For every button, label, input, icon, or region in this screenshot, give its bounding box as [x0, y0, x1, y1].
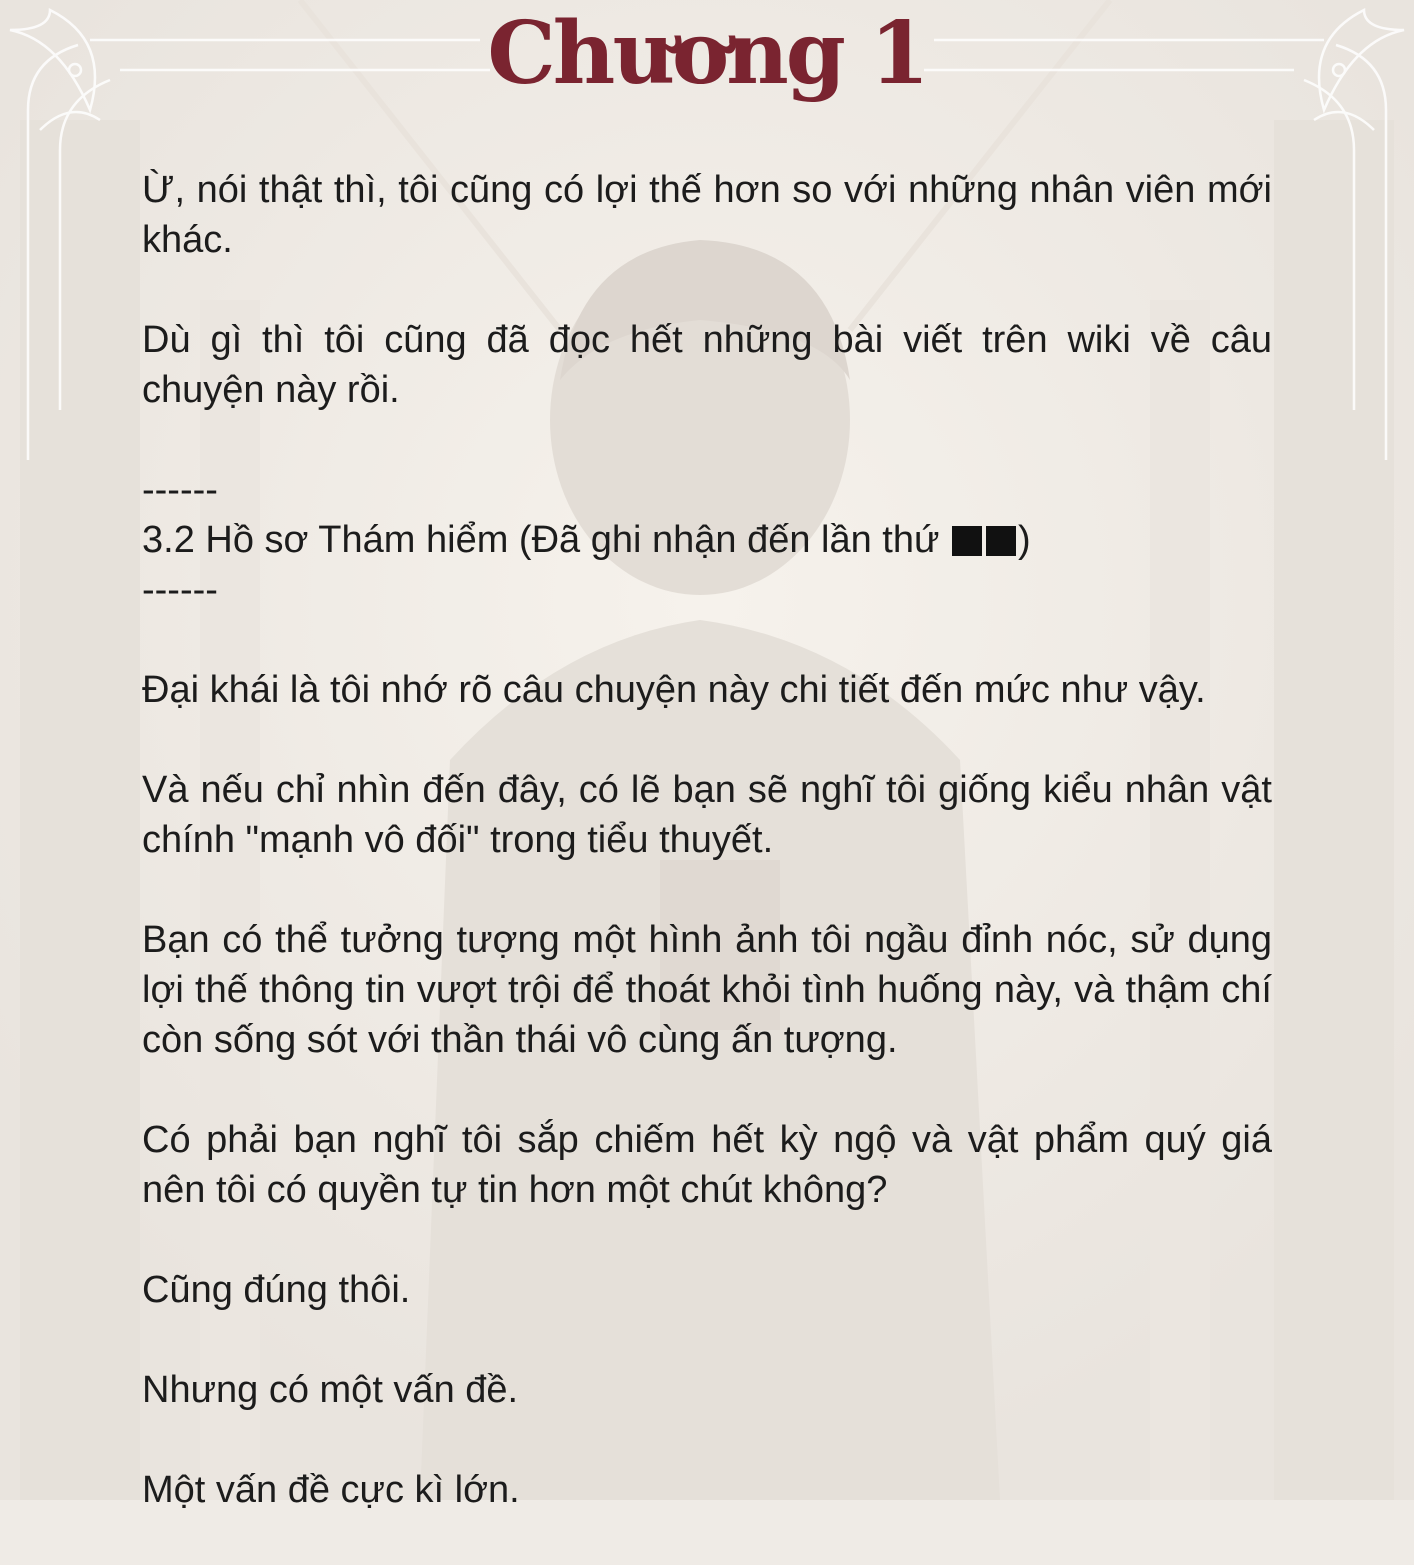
paragraph-5: Bạn có thể tưởng tượng một hình ảnh tôi ngầu đỉnh nóc, sử dụng lợi thế thông tin vượt trội để thoát khỏi tình huống này, và thậm chí còn sống sót với thần thái vô cùng ấn tượng.	[142, 919, 1272, 1061]
record-title-prefix: 3.2 Hồ sơ Thám hiểm (Đã ghi nhận đến lần thứ	[142, 519, 950, 561]
divider-bottom: ------	[142, 569, 218, 611]
paragraph-7: Cũng đúng thôi.	[142, 1269, 411, 1311]
redacted-square-icon	[986, 526, 1016, 556]
divider-top: ------	[142, 469, 218, 511]
paragraph-9: Một vấn đề cực kì lớn.	[142, 1469, 520, 1511]
record-heading-block	[142, 465, 1272, 615]
record-title	[142, 515, 1272, 565]
paragraph-1: Ừ, nói thật thì, tôi cũng có lợi thế hơn so với những nhân viên mới khác.	[142, 169, 1272, 261]
paragraph-6: Có phải bạn nghĩ tôi sắp chiếm hết kỳ ngộ và vật phẩm quý giá nên tôi có quyền tự tin hơn một chút không?	[142, 1119, 1272, 1211]
paragraph-4: Và nếu chỉ nhìn đến đây, có lẽ bạn sẽ nghĩ tôi giống kiểu nhân vật chính "mạnh vô đối" trong tiểu thuyết.	[142, 769, 1272, 861]
record-title-suffix: )	[1017, 519, 1031, 561]
paragraph-3: Đại khái là tôi nhớ rõ câu chuyện này chi tiết đến mức như vậy.	[142, 669, 1206, 711]
paragraph-2: Dù gì thì tôi cũng đã đọc hết những bài viết trên wiki về câu chuyện này rồi.	[142, 319, 1272, 411]
redacted-square-icon	[952, 526, 982, 556]
chapter-body	[142, 165, 1272, 1565]
paragraph-8: Nhưng có một vấn đề.	[142, 1369, 519, 1411]
chapter-title: Chương 1	[487, 3, 927, 104]
